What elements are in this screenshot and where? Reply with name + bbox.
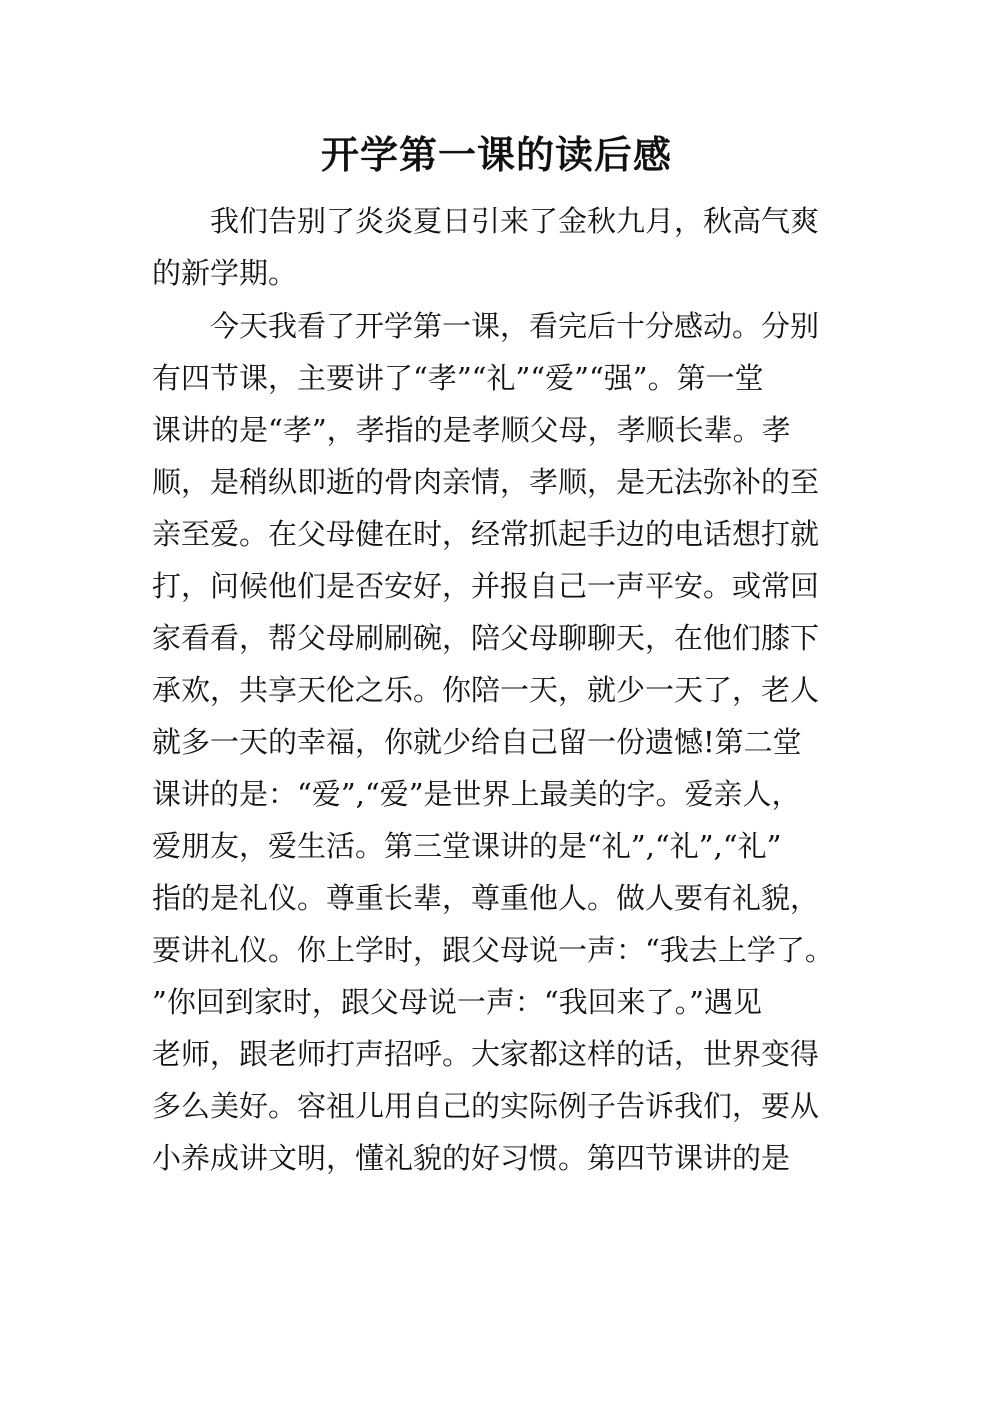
text-line: 有四节课，主要讲了“孝”“礼”“爱”“强”。第一堂 [152, 361, 764, 395]
text-line: 指的是礼仪。尊重长辈，尊重他人。做人要有礼貌， [152, 881, 820, 915]
text-line: 课讲的是“孝”，孝指的是孝顺父母，孝顺长辈。孝 [152, 413, 791, 447]
text-line: 课讲的是：“爱”,“爱”是世界上最美的字。爱亲人， [152, 777, 801, 811]
text-line: 就多一天的幸福，你就少给自己留一份遗憾!第二堂 [152, 725, 802, 759]
text-line: 我们告别了炎炎夏日引来了金秋九月，秋高气爽 [210, 204, 820, 238]
text-line: 要讲礼仪。你上学时，跟父母说一声：“我去上学了。 [152, 933, 834, 967]
text-line: 小养成讲文明，懂礼貌的好习惯。第四节课讲的是 [152, 1141, 791, 1175]
text-line: 爱朋友，爱生活。第三堂课讲的是“礼”,“礼”,“礼” [152, 829, 782, 863]
text-line: 今天我看了开学第一课，看完后十分感动。分别 [210, 309, 820, 343]
text-line: 亲至爱。在父母健在时，经常抓起手边的电话想打就 [152, 517, 820, 551]
text-line: 承欢，共享天伦之乐。你陪一天，就少一天了，老人 [152, 673, 820, 707]
text-line: 的新学期。 [152, 256, 298, 290]
text-line: ”你回到家时，跟父母说一声：“我回来了。”遇见 [152, 985, 762, 1019]
text-line: 家看看，帮父母刷刷碗，陪父母聊聊天，在他们膝下 [152, 621, 820, 655]
text-line: 多么美好。容祖儿用自己的实际例子告诉我们，要从 [152, 1089, 820, 1123]
text-line: 顺，是稍纵即逝的骨肉亲情，孝顺，是无法弥补的至 [152, 465, 820, 499]
text-line: 老师，跟老师打声招呼。大家都这样的话，世界变得 [152, 1037, 820, 1071]
document-title: 开学第一课的读后感 [320, 133, 672, 177]
text-line: 打，问候他们是否安好，并报自己一声平安。或常回 [152, 569, 820, 603]
